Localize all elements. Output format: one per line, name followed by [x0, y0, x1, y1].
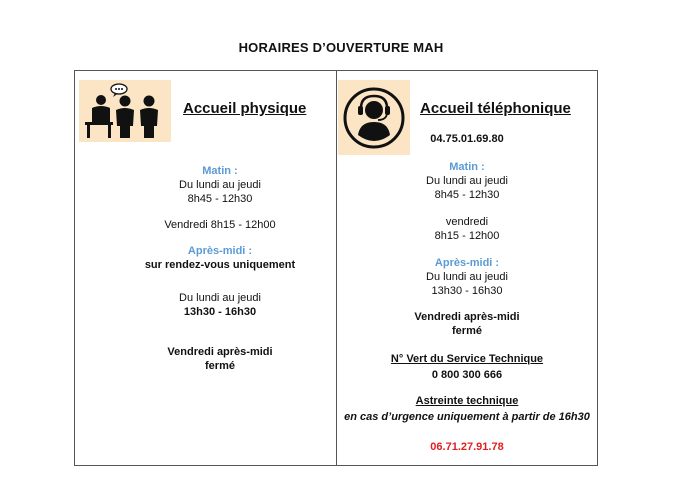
- physique-matin-days: Du lundi au jeudi: [179, 179, 261, 191]
- physique-vendredi: Vendredi 8h15 - 12h00: [164, 219, 276, 231]
- astreinte-number: 06.71.27.91.78: [430, 441, 504, 453]
- telephone-column: [338, 132, 596, 454]
- reception-people-icon: [79, 80, 171, 142]
- telephone-ven-am-status: fermé: [452, 325, 482, 337]
- physique-heading: Accueil physique: [183, 100, 307, 117]
- physique-ven-am: Vendredi après-midi: [167, 346, 273, 358]
- physique-ven-am-status: fermé: [205, 360, 235, 372]
- telephone-apres-days: Du lundi au jeudi: [426, 271, 508, 283]
- physique-matin-label: Matin :: [202, 165, 238, 177]
- physique-matin-hours: 8h45 - 12h30: [187, 193, 253, 205]
- telephone-matin-label: Matin :: [449, 161, 485, 173]
- telephone-vendredi-hours: 8h15 - 12h00: [434, 230, 500, 242]
- physique-apres-label: Après-midi :: [187, 245, 253, 257]
- physique-apres-hours: 13h30 - 16h30: [183, 306, 257, 318]
- telephone-apres-label: Après-midi :: [434, 257, 500, 269]
- telephone-matin-hours: 8h45 - 12h30: [434, 189, 500, 201]
- telephone-heading: Accueil téléphonique: [420, 100, 571, 117]
- telephone-ven-am: Vendredi après-midi: [414, 311, 520, 323]
- telephone-apres-hours: 13h30 - 16h30: [431, 285, 503, 297]
- physique-apres-days: Du lundi au jeudi: [179, 292, 261, 304]
- physique-column: [109, 164, 331, 373]
- telephone-vendredi: vendredi: [445, 216, 489, 228]
- numero-vert-title: N° Vert du Service Technique: [390, 353, 544, 365]
- astreinte-note: en cas d’urgence uniquement à partir de 16h30: [344, 411, 590, 423]
- numero-vert-number: 0 800 300 666: [431, 369, 503, 381]
- page-title: HORAIRES D’OUVERTURE MAH: [238, 40, 444, 55]
- telephone-matin-days: Du lundi au jeudi: [426, 175, 508, 187]
- telephone-number: 04.75.01.69.80: [430, 133, 504, 145]
- physique-apres-note: sur rendez-vous uniquement: [144, 259, 296, 271]
- astreinte-title: Astreinte technique: [415, 395, 519, 407]
- column-divider: [336, 70, 337, 466]
